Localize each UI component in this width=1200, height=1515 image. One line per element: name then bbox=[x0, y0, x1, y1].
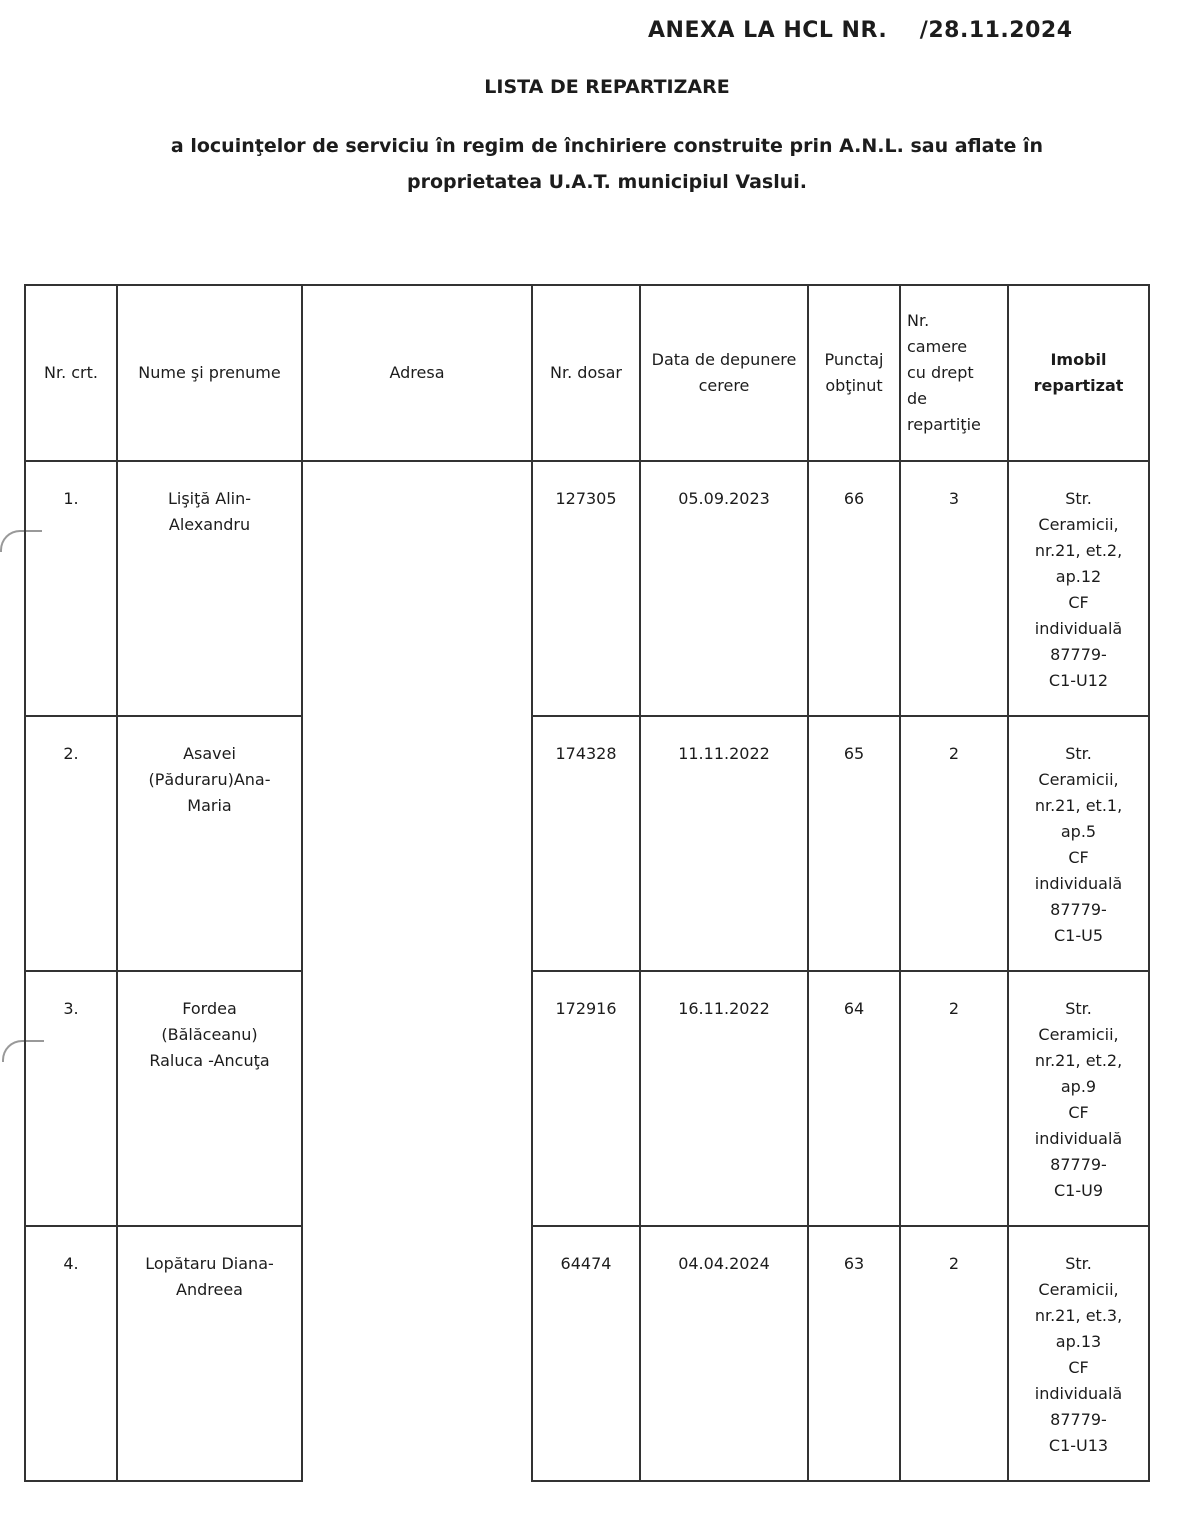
cell-property: Str. Ceramicii, nr.21, et.2, ap.12 CF individuală 87779- C1-U12 bbox=[1008, 461, 1149, 716]
col-header-address: Adresa bbox=[302, 285, 532, 461]
col-header-file-no: Nr. dosar bbox=[532, 285, 640, 461]
cell-rooms: 2 bbox=[900, 1226, 1008, 1481]
allocation-table bbox=[24, 284, 1150, 1482]
cell-nr: 3. bbox=[25, 971, 117, 1226]
cell-nr: 4. bbox=[25, 1226, 117, 1481]
cell-rooms: 2 bbox=[900, 716, 1008, 971]
cell-nr: 1. bbox=[25, 461, 117, 716]
cell-date: 16.11.2022 bbox=[640, 971, 808, 1226]
cell-property: Str. Ceramicii, nr.21, et.3, ap.13 CF individuală 87779- C1-U13 bbox=[1008, 1226, 1149, 1481]
cell-name: Fordea (Bălăceanu) Raluca -Ancuţa bbox=[117, 971, 302, 1226]
cell-file-no: 64474 bbox=[532, 1226, 640, 1481]
col-header-name: Nume şi prenume bbox=[117, 285, 302, 461]
cell-file-no: 127305 bbox=[532, 461, 640, 716]
cell-score: 63 bbox=[808, 1226, 900, 1481]
cell-name: Lişiţă Alin- Alexandru bbox=[117, 461, 302, 716]
cell-address bbox=[302, 716, 532, 971]
cell-rooms: 3 bbox=[900, 461, 1008, 716]
cell-nr: 2. bbox=[25, 716, 117, 971]
table-row bbox=[25, 461, 1149, 716]
table-row bbox=[25, 971, 1149, 1226]
cell-date: 04.04.2024 bbox=[640, 1226, 808, 1481]
cell-address bbox=[302, 461, 532, 716]
table-row bbox=[25, 1226, 1149, 1481]
annex-reference: ANEXA LA HCL NR. /28.11.2024 bbox=[648, 18, 1073, 43]
col-header-date: Data de depunere cerere bbox=[640, 285, 808, 461]
cell-property: Str. Ceramicii, nr.21, et.2, ap.9 CF individuală 87779- C1-U9 bbox=[1008, 971, 1149, 1226]
col-header-nr: Nr. crt. bbox=[25, 285, 117, 461]
cell-name: Asavei (Păduraru)Ana- Maria bbox=[117, 716, 302, 971]
col-header-score: Punctaj obţinut bbox=[808, 285, 900, 461]
cell-score: 64 bbox=[808, 971, 900, 1226]
cell-score: 66 bbox=[808, 461, 900, 716]
cell-date: 05.09.2023 bbox=[640, 461, 808, 716]
cell-address bbox=[302, 1226, 532, 1481]
cell-score: 65 bbox=[808, 716, 900, 971]
document-subtitle: a locuinţelor de serviciu în regim de închiriere construite prin A.N.L. sau aflate în proprietatea U.A.T. municipiul Vaslui. bbox=[170, 135, 1044, 193]
cell-date: 11.11.2022 bbox=[640, 716, 808, 971]
cell-name: Lopătaru Diana- Andreea bbox=[117, 1226, 302, 1481]
table-header-row bbox=[25, 285, 1149, 461]
table-row bbox=[25, 716, 1149, 971]
cell-address bbox=[302, 971, 532, 1226]
cell-property: Str. Ceramicii, nr.21, et.1, ap.5 CF individuală 87779- C1-U5 bbox=[1008, 716, 1149, 971]
cell-file-no: 174328 bbox=[532, 716, 640, 971]
cell-file-no: 172916 bbox=[532, 971, 640, 1226]
document-title: LISTA DE REPARTIZARE bbox=[484, 76, 730, 98]
col-header-property: Imobil repartizat bbox=[1008, 285, 1149, 461]
cell-rooms: 2 bbox=[900, 971, 1008, 1226]
col-header-rooms: Nr. camere cu drept de repartiţie bbox=[900, 285, 1008, 461]
